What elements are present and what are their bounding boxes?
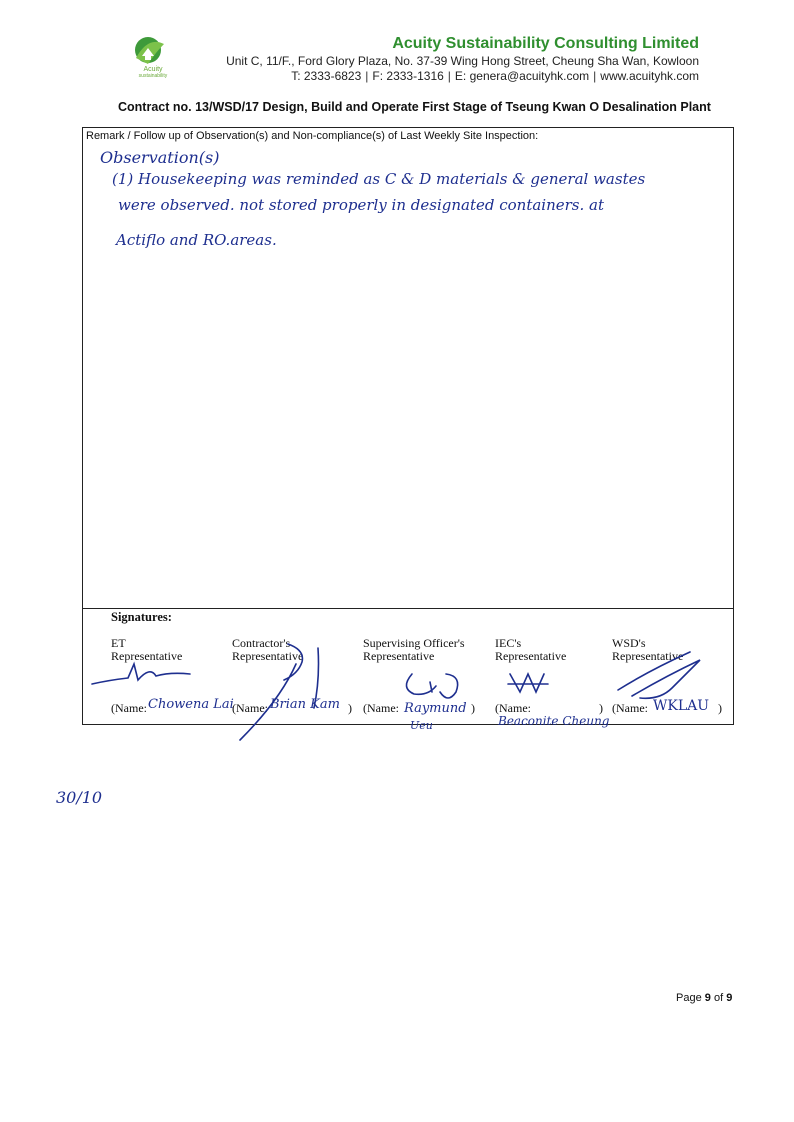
page-total: 9 bbox=[726, 992, 733, 1004]
remark-label: Remark / Follow up of Observation(s) and Non-compliance(s) of Last Weekly Site Inspection: bbox=[86, 130, 539, 142]
handwritten-observation-line: Actiflo and RO.areas. bbox=[116, 231, 277, 249]
role-line: Contractor's bbox=[232, 636, 291, 650]
role-line: Supervising Officer's bbox=[363, 636, 465, 650]
logo-subword: sustainability bbox=[138, 73, 168, 79]
so-handwritten-name: Raymund bbox=[404, 701, 467, 716]
contractor-handwritten-name: Brian Kam bbox=[270, 697, 340, 712]
company-address: Unit C, 11/F., Ford Glory Plaza, No. 37-39 Wing Hong Street, Cheung Sha Wan, Kowloon bbox=[226, 54, 699, 68]
page-current: 9 bbox=[704, 992, 711, 1004]
role-line: Representative bbox=[495, 649, 567, 663]
wsd-handwritten-name: WKLAU bbox=[653, 698, 710, 714]
fax-number: F: 2333-1316 bbox=[372, 69, 444, 83]
page-of: of bbox=[713, 992, 724, 1004]
name-suffix: ) bbox=[598, 701, 603, 715]
name-suffix: ) bbox=[470, 701, 475, 715]
role-line: Representative bbox=[612, 649, 684, 663]
contractor-signature bbox=[240, 644, 319, 740]
role-line: ET bbox=[111, 636, 126, 650]
contact-separator: | bbox=[593, 69, 597, 83]
wsd-signature bbox=[618, 652, 700, 698]
name-prefix: (Name: bbox=[232, 701, 268, 715]
name-suffix: ) bbox=[717, 701, 722, 715]
company-contacts bbox=[291, 69, 699, 83]
email-address: E: genera@acuityhk.com bbox=[454, 69, 590, 83]
role-line: Representative bbox=[111, 649, 183, 663]
handwritten-observation-line: were observed. not stored properly in designated containers. at bbox=[118, 196, 605, 214]
signatures-heading: Signatures: bbox=[111, 610, 172, 624]
role-line: IEC's bbox=[495, 636, 522, 650]
handwritten-date-note: 30/10 bbox=[56, 788, 103, 807]
name-suffix: ) bbox=[347, 701, 352, 715]
contract-title: Contract no. 13/WSD/17 Design, Build and Operate First Stage of Tseung Kwan O Desalination Plant bbox=[118, 100, 711, 114]
handwritten-observation-title: Observation(s) bbox=[100, 148, 220, 167]
page-prefix: Page bbox=[676, 992, 702, 1004]
name-prefix: (Name: bbox=[612, 701, 648, 715]
role-line: WSD's bbox=[612, 636, 646, 650]
handwritten-observation-line: (1) Housekeeping was reminded as C & D materials & general wastes bbox=[112, 170, 646, 188]
logo-text bbox=[126, 66, 180, 79]
et-handwritten-name: Chowena Lai bbox=[148, 697, 234, 712]
logo-word: Acuity bbox=[143, 66, 163, 73]
name-prefix: (Name: bbox=[495, 701, 531, 715]
so-signature bbox=[406, 674, 457, 698]
role-line: Representative bbox=[363, 649, 435, 663]
contact-separator: | bbox=[365, 69, 369, 83]
et-signature bbox=[92, 664, 190, 684]
name-prefix: (Name: bbox=[363, 701, 399, 715]
name-prefix: (Name: bbox=[111, 701, 147, 715]
iec-signature bbox=[508, 674, 548, 692]
so-handwritten-name-line2: Ueu bbox=[410, 719, 433, 732]
role-line: Representative bbox=[232, 649, 304, 663]
page-number bbox=[676, 992, 732, 1004]
phone-number: T: 2333-6823 bbox=[291, 69, 362, 83]
handwritten-signatures bbox=[0, 600, 794, 760]
contact-separator: | bbox=[447, 69, 451, 83]
company-name: Acuity Sustainability Consulting Limited bbox=[392, 35, 699, 52]
iec-handwritten-name: Beaconite Cheung bbox=[498, 714, 610, 728]
website-url: www.acuityhk.com bbox=[600, 69, 699, 83]
